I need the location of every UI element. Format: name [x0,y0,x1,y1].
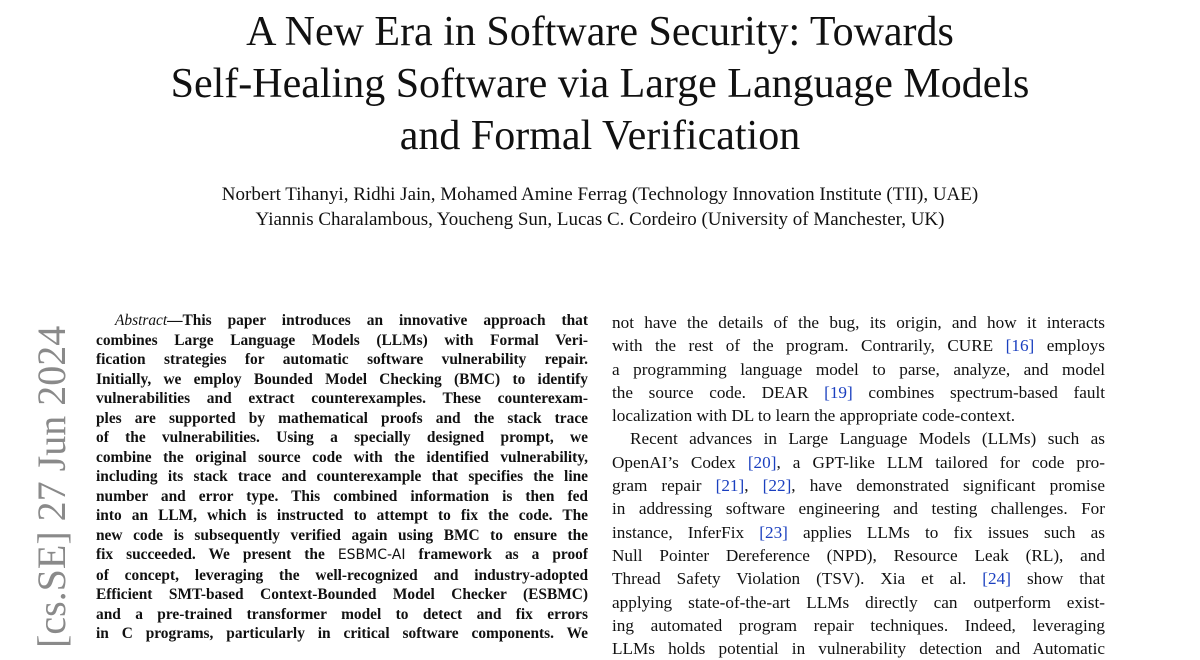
abstract-line: and a pre-trained transformer model to detect and fix errors [96,605,588,623]
abstract-line: combines Large Language Models (LLMs) with Formal Veri- [96,331,588,349]
abstract-line: fix succeeded. We present the ESBMC-AI framework as a proof [96,546,588,563]
abstract [96,311,588,644]
abstract-line: Abstract—This paper introduces an innovative approach that [115,312,588,329]
abstract-line: new code is subsequently verified again using BMC to ensure the [96,526,588,544]
body-line: Null Pointer Dereference (NPD), Resource Leak (RL), and [612,545,1105,565]
abstract-line: into an LLM, which is instructed to attempt to fix the code. The [96,507,588,524]
citation-link[interactable]: [20] [747,452,777,472]
body-column-right [612,311,1105,660]
citation-link[interactable]: [16] [1005,336,1035,356]
author-list [0,182,1200,232]
body-line: with the rest of the program. Contrarily, CURE [16] employs [612,336,1105,356]
abstract-line: combine the original source code with the identified vulnerability, [96,448,588,466]
citation-link[interactable]: [23] [759,522,788,542]
body-line: LLMs holds potential in vulnerability detection and Automatic [612,639,1105,659]
body-line: instance, InferFix [23] applies LLMs to fix issues such as [612,522,1105,542]
author-line: Yiannis Charalambous, Youcheng Sun, Lucas C. Cordeiro (University of Manchester, UK) [255,209,945,230]
body-line: a programming language model to parse, analyze, and model [612,359,1105,379]
paper-title [0,6,1200,162]
abstract-line: Efficient SMT-based Context-Bounded Model Checker (ESBMC) [96,586,588,603]
abstract-line: Initially, we employ Bounded Model Checking (BMC) to identify [96,370,588,388]
abstract-line: fication strategies for automatic software vulnerability repair. [96,351,588,368]
citation-link[interactable]: [21] [715,476,745,496]
body-line: ing automated program repair techniques. Indeed, leveraging [612,615,1105,635]
body-line: gram repair [21], [22], have demonstrated significant promise [612,476,1105,496]
body-line: localization with DL to learn the appropriate code-context. [612,406,1016,426]
body-line: applying state-of-the-art LLMs directly can outperform exist- [612,592,1105,612]
author-line: Norbert Tihanyi, Ridhi Jain, Mohamed Amine Ferrag (Technology Innovation Institute (TII), UAE) [221,184,979,205]
body-line: OpenAI’s Codex [20], a GPT-like LLM tailored for code pro- [612,452,1105,472]
abstract-line: including its stack trace and counterexample that specifies the line [96,468,588,485]
abstract-line: ples are supported by mathematical proofs and the stack trace [96,409,588,427]
body-line: in addressing software engineering and testing challenges. For [612,499,1105,519]
abstract-label: Abstract [115,312,168,329]
citation-link[interactable]: [24] [982,569,1011,589]
abstract-dash: — [167,312,183,329]
body-line: not have the details of the bug, its origin, and how it interacts [612,313,1105,332]
body-line: Recent advances in Large Language Models (LLMs) such as [630,429,1105,449]
citation-link[interactable]: [22] [762,476,792,496]
title-line: Self-Healing Software via Large Language Models [170,61,1030,107]
title-line: A New Era in Software Security: Towards [246,9,954,55]
body-line: Thread Safety Violation (TSV). Xia et al. [24] show that [612,569,1105,589]
abstract-line: of concept, leveraging the well-recognized and industry-adopted [96,566,588,584]
body-line: the source code. DEAR [19] combines spectrum-based fault [612,382,1105,402]
abstract-line: of the vulnerabilities. Using a specially designed prompt, we [96,429,588,446]
citation-link[interactable]: [19] [824,382,853,402]
abstract-line: vulnerabilities and extract counterexamples. These counterexam- [96,390,588,407]
title-line: and Formal Verification [399,113,801,159]
framework-name: ESBMC-AI [337,547,406,563]
arxiv-side-stamp: [cs.SE] 27 Jun 2024 [29,325,74,648]
abstract-line: number and error type. This combined information is then fed [96,487,588,505]
abstract-line: in C programs, particularly in critical software components. We [96,625,588,642]
